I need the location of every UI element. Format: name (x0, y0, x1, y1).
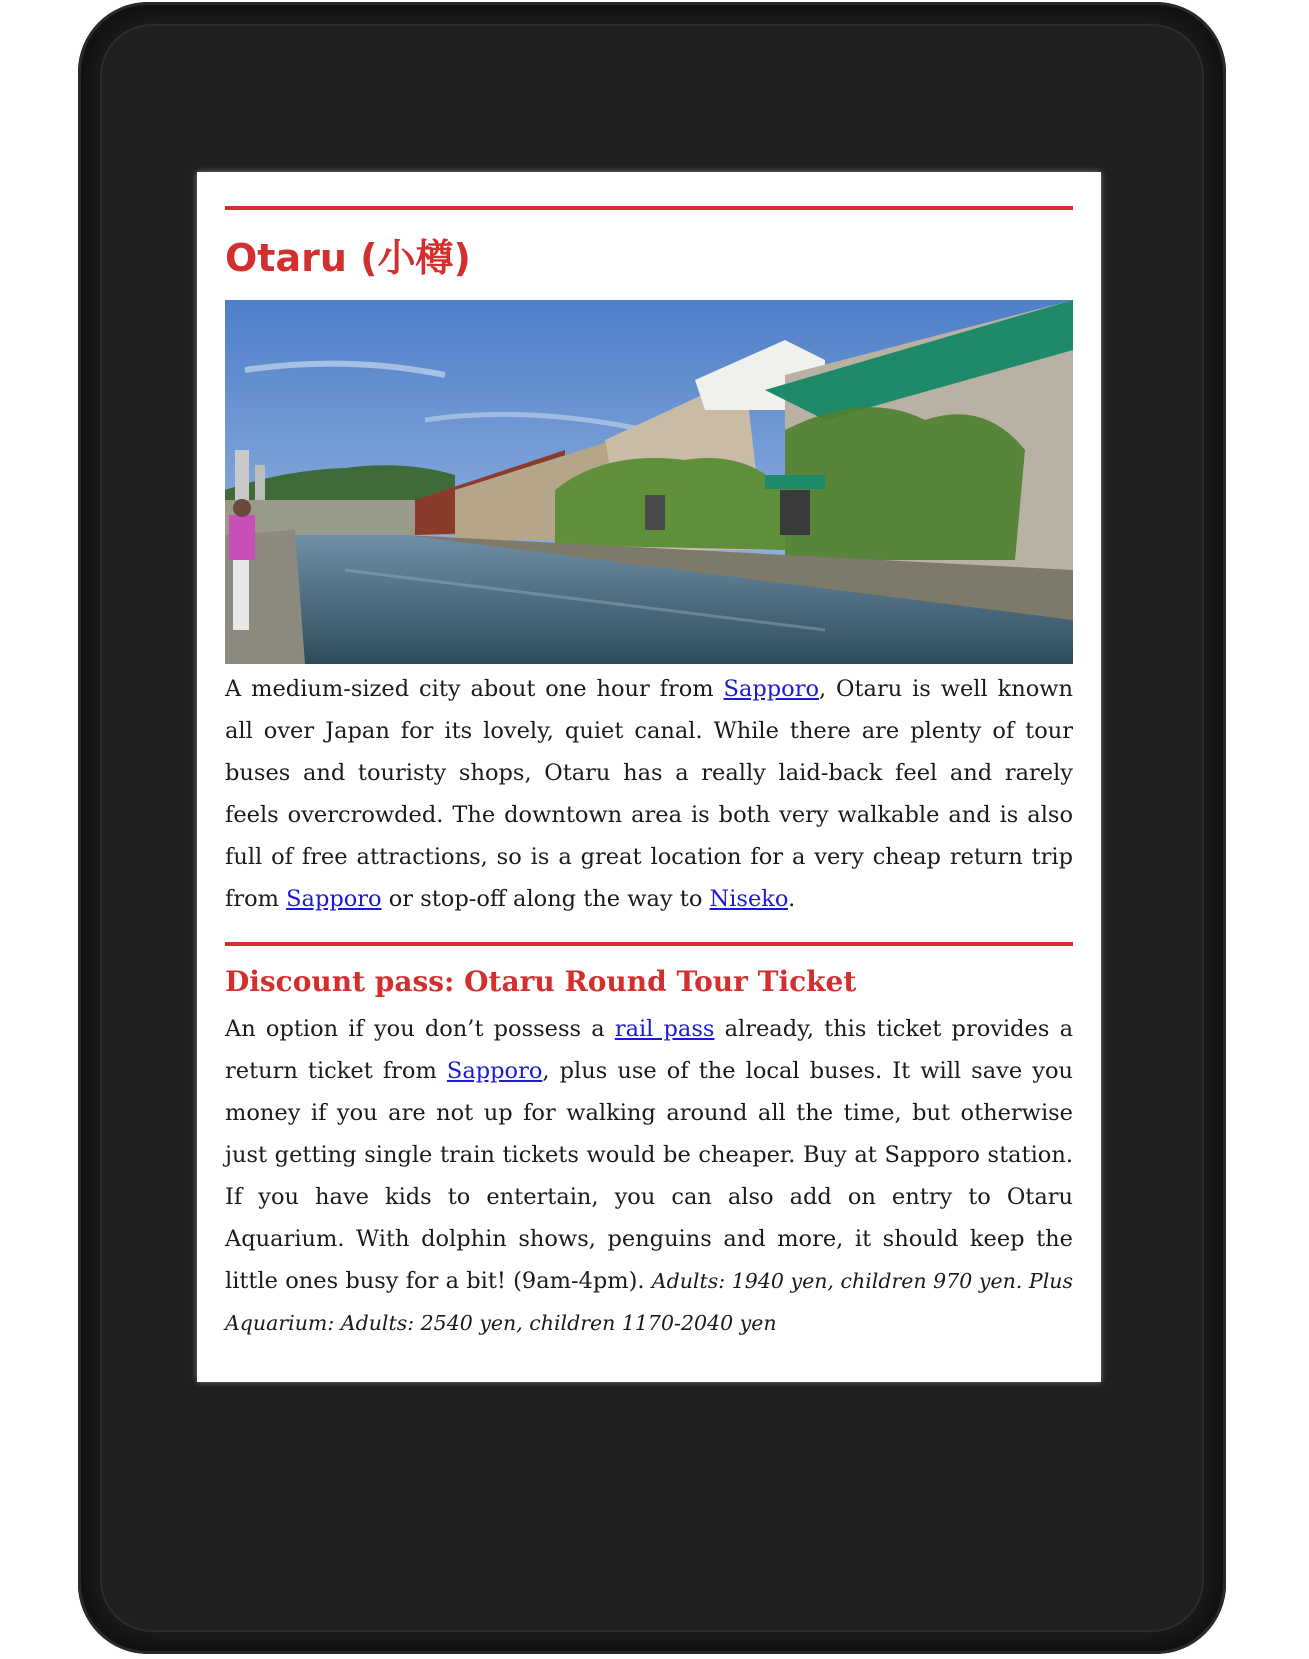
intro-text-1: A medium-sized city about one hour from (225, 676, 724, 702)
sapporo-link[interactable]: Sapporo (723, 676, 820, 702)
niseko-link[interactable]: Niseko (709, 886, 789, 912)
page-title: Otaru (小樽) (225, 236, 471, 280)
intro-paragraph (225, 668, 1073, 920)
section-text-3: , plus use of the local buses. It will save you money if you are not up for walking around all the time, but otherwise just getting single train tickets would be cheaper. Buy at Sapporo station. If you have kids to entertain, you can also add on entry to Otaru Aquarium. With dolphin shows, penguins and more, it should keep the little ones busy for a bit! (9am-4pm). (225, 1058, 1073, 1294)
sapporo-link-2[interactable]: Sapporo (286, 886, 382, 912)
rail-pass-link[interactable]: rail pass (614, 1016, 715, 1042)
intro-text-2: , Otaru is well known all over Japan for its lovely, quiet canal. While there are plenty of tour buses and touristy shops, Otaru has a really laid-back feel and rarely feels overcrowded. The downtown area is both very walkable and is also full of free attractions, so is a great location for a very cheap return trip from (225, 676, 1074, 912)
ereader-screen[interactable] (197, 172, 1101, 1382)
canal-photo (225, 300, 1073, 664)
intro-text-3: or stop-off along the way to (381, 886, 710, 912)
section-heading: Discount pass: Otaru Round Tour Ticket (225, 965, 857, 998)
top-divider (225, 206, 1073, 210)
section-text-1: An option if you don’t possess a (225, 1016, 615, 1042)
section-paragraph (225, 1008, 1073, 1344)
section-text-2: already, this ticket provides a return ticket from (225, 1016, 1073, 1084)
price-info: Adults: 1940 yen, children 970 yen. Plus Aquarium: Adults: 2540 yen, children 1170-2040 yen (225, 1269, 1073, 1335)
intro-text-4: . (788, 886, 796, 912)
section-divider (225, 942, 1073, 946)
sapporo-link-3[interactable]: Sapporo (446, 1058, 543, 1084)
page-content (225, 172, 1073, 1344)
